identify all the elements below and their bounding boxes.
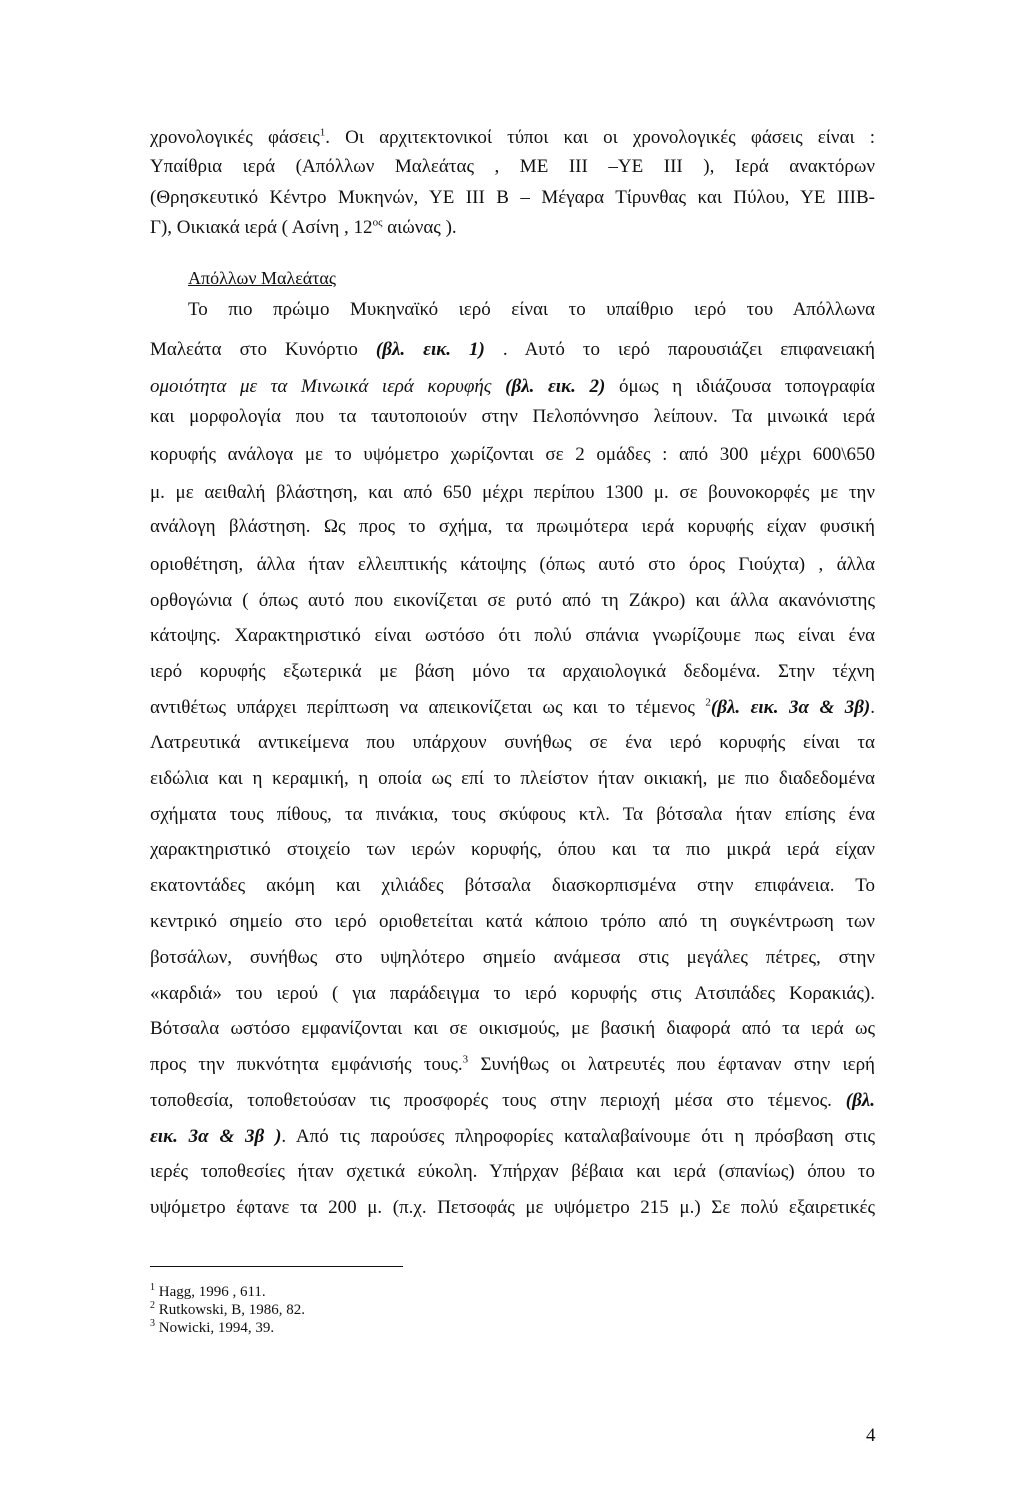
text-span: αντιθέτως υπάρχει περίπτωση να απεικονίζεται ως και το τέμενος bbox=[150, 697, 706, 718]
footnote-text: Rutkowski, B, 1986, 82. bbox=[158, 1302, 306, 1318]
footnote-text: Hagg, 1996 , 611. bbox=[158, 1284, 266, 1300]
text-span: . bbox=[870, 697, 875, 718]
footnote-1 bbox=[150, 1283, 266, 1301]
footnote-number: 3 bbox=[150, 1318, 155, 1329]
body-line-21: εκατοντάδες ακόμη και χιλιάδες βότσαλα διασκορπισμένα στην επιφάνεια. Το bbox=[150, 875, 875, 896]
figure-reference: εικ. 3α & 3β ) bbox=[150, 1126, 282, 1147]
body-line-1 bbox=[150, 126, 875, 150]
body-line-20: χαρακτηριστικό στοιχείο των ιερών κορυφής, όπου και τα πιο μικρά ιερά είχαν bbox=[150, 839, 875, 860]
figure-reference: (βλ. εικ. 3α & 3β) bbox=[710, 697, 871, 718]
body-line-22: κεντρικό σημείο στο ιερό οριοθετείται κατά κάποιο τρόπο από τη συγκέντρωση των bbox=[150, 911, 875, 932]
text-span: προς την πυκνότητα εμφάνισής τους. bbox=[150, 1054, 463, 1075]
footnote-2 bbox=[150, 1301, 305, 1319]
body-line-3: (Θρησκευτικό Κέντρο Μυκηνών, ΥΕ ΙΙΙ Β – Μέγαρα Τίρυνθας και Πύλου, ΥΕ ΙΙΙΒ- bbox=[150, 187, 875, 208]
footnote-separator bbox=[150, 1266, 403, 1267]
footnote-text: Nowicki, 1994, 39. bbox=[158, 1320, 275, 1336]
body-line-8: και μορφολογία που τα ταυτοποιούν στην Πελοπόννησο λείπουν. Τα μινωικά ιερά bbox=[150, 406, 875, 427]
body-line-24: «καρδιά» του ιερού ( για παράδειγμα το ιερό κορυφής στις Ατσιπάδες Κορακιάς). bbox=[150, 983, 875, 1004]
text-span: ομοιότητα με τα Μινωικά ιερά κορυφής bbox=[150, 376, 506, 397]
text-span: . Οι αρχιτεκτονικοί τύποι και οι χρονολογικές φάσεις είναι : bbox=[325, 127, 875, 148]
body-line-19: σχήματα τους πίθους, τα πινάκια, τους σκύφους κτλ. Τα βότσαλα ήταν επίσης ένα bbox=[150, 804, 875, 825]
text-span: . Από τις παρούσες πληροφορίες καταλαβαίνουμε ότι η πρόσβαση στις bbox=[281, 1126, 875, 1147]
page-number: 4 bbox=[866, 1425, 876, 1446]
text-span: . Αυτό το ιερό παρουσιάζει επιφανειακή bbox=[484, 339, 875, 360]
body-line-10: μ. με αειθαλή βλάστηση, και από 650 μέχρι περίπου 1300 μ. σε βουνοκορφές με την bbox=[150, 482, 875, 503]
body-line-16 bbox=[150, 696, 875, 720]
body-line-18: ειδώλια και η κεραμική, η οποία ως επί το πλείστον ήταν οικιακή, με πιο διαδεδομένα bbox=[150, 768, 875, 789]
figure-reference: (βλ. bbox=[845, 1090, 875, 1111]
body-line-2: Υπαίθρια ιερά (Απόλλων Μαλεάτας , ΜΕ ΙΙΙ –ΥΕ ΙΙΙ ), Ιερά ανακτόρων bbox=[150, 156, 875, 177]
body-line-9: κορυφής ανάλογα με το υψόμετρο χωρίζονται σε 2 ομάδες : από 300 μέχρι 600\650 bbox=[150, 444, 875, 465]
text-span: τοποθεσία, τοποθετούσαν τις προσφορές τους στην περιοχή μέσα στο τέμενος. bbox=[150, 1090, 846, 1111]
footnote-ref-2: 2 bbox=[705, 696, 711, 709]
body-line-26 bbox=[150, 1053, 875, 1077]
body-line-11: ανάλογη βλάστηση. Ως προς το σχήμα, τα πρωιμότερα ιερά κορυφής είχαν φυσική bbox=[150, 516, 875, 537]
text-span: Γ), Οικιακά ιερά ( Ασίνη , 12 bbox=[150, 217, 373, 238]
footnote-ref-1: 1 bbox=[319, 126, 326, 139]
text-span: Συνήθως οι λατρευτές που έφταναν στην ιερή bbox=[468, 1054, 875, 1075]
body-line-23: βοτσάλων, συνήθως στο υψηλότερο σημείο ανάμεσα στις μεγάλες πέτρες, στην bbox=[150, 947, 875, 968]
text-span: Μαλεάτα στο Κυνόρτιο bbox=[150, 339, 376, 360]
body-line-28 bbox=[150, 1125, 875, 1149]
figure-reference: (βλ. εικ. 1) bbox=[375, 339, 485, 360]
body-line-30: υψόμετρο έφτανε τα 200 μ. (π.χ. Πετσοφάς με υψόμετρο 215 μ.) Σε πολύ εξαιρετικές bbox=[150, 1197, 875, 1218]
body-line-15: ιερό κορυφής εξωτερικά με βάση μόνο τα αρχαιολογικά δεδομένα. Στην τέχνη bbox=[150, 661, 875, 682]
ordinal-superscript: ος bbox=[372, 216, 383, 229]
body-line-25: Βότσαλα ωστόσο εμφανίζονται και σε οικισμούς, με βασική διαφορά από τα ιερά ως bbox=[150, 1018, 875, 1039]
body-line-6 bbox=[150, 338, 875, 362]
body-line-27 bbox=[150, 1089, 875, 1113]
figure-reference: (βλ. εικ. 2) bbox=[505, 376, 606, 397]
body-line-4 bbox=[150, 216, 875, 240]
section-heading: Απόλλων Μαλεάτας bbox=[188, 268, 336, 288]
body-line-29: ιερές τοποθεσίες ήταν σχετικά εύκολη. Υπήρχαν βέβαια και ιερά (σπανίως) όπου το bbox=[150, 1161, 875, 1182]
text-span: όμως η ιδιάζουσα τοπογραφία bbox=[605, 376, 875, 397]
body-line-5: Το πιο πρώιμο Μυκηναϊκό ιερό είναι το υπαίθριο ιερό του Απόλλωνα bbox=[188, 299, 875, 320]
text-span: χρονολογικές φάσεις bbox=[150, 127, 320, 148]
body-line-13: ορθογώνια ( όπως αυτό που εικονίζεται σε ρυτό από τη Ζάκρο) και άλλα ακανόνιστης bbox=[150, 590, 875, 611]
text-span: αιώνας ). bbox=[382, 217, 457, 238]
footnote-ref-3: 3 bbox=[462, 1053, 469, 1066]
footnote-number: 1 bbox=[150, 1282, 155, 1293]
footnote-number: 2 bbox=[150, 1300, 155, 1311]
body-line-17: Λατρευτικά αντικείμενα που υπάρχουν συνήθως σε ένα ιερό κορυφής είναι τα bbox=[150, 732, 875, 753]
body-line-12: οριοθέτηση, άλλα ήταν ελλειπτικής κάτοψης (όπως αυτό στο όρος Γιούχτα) , άλλα bbox=[150, 554, 875, 575]
body-line-14: κάτοψης. Χαρακτηριστικό είναι ωστόσο ότι πολύ σπάνια γνωρίζουμε πως είναι ένα bbox=[150, 625, 875, 646]
body-line-7 bbox=[150, 375, 875, 399]
footnote-3 bbox=[150, 1319, 274, 1337]
